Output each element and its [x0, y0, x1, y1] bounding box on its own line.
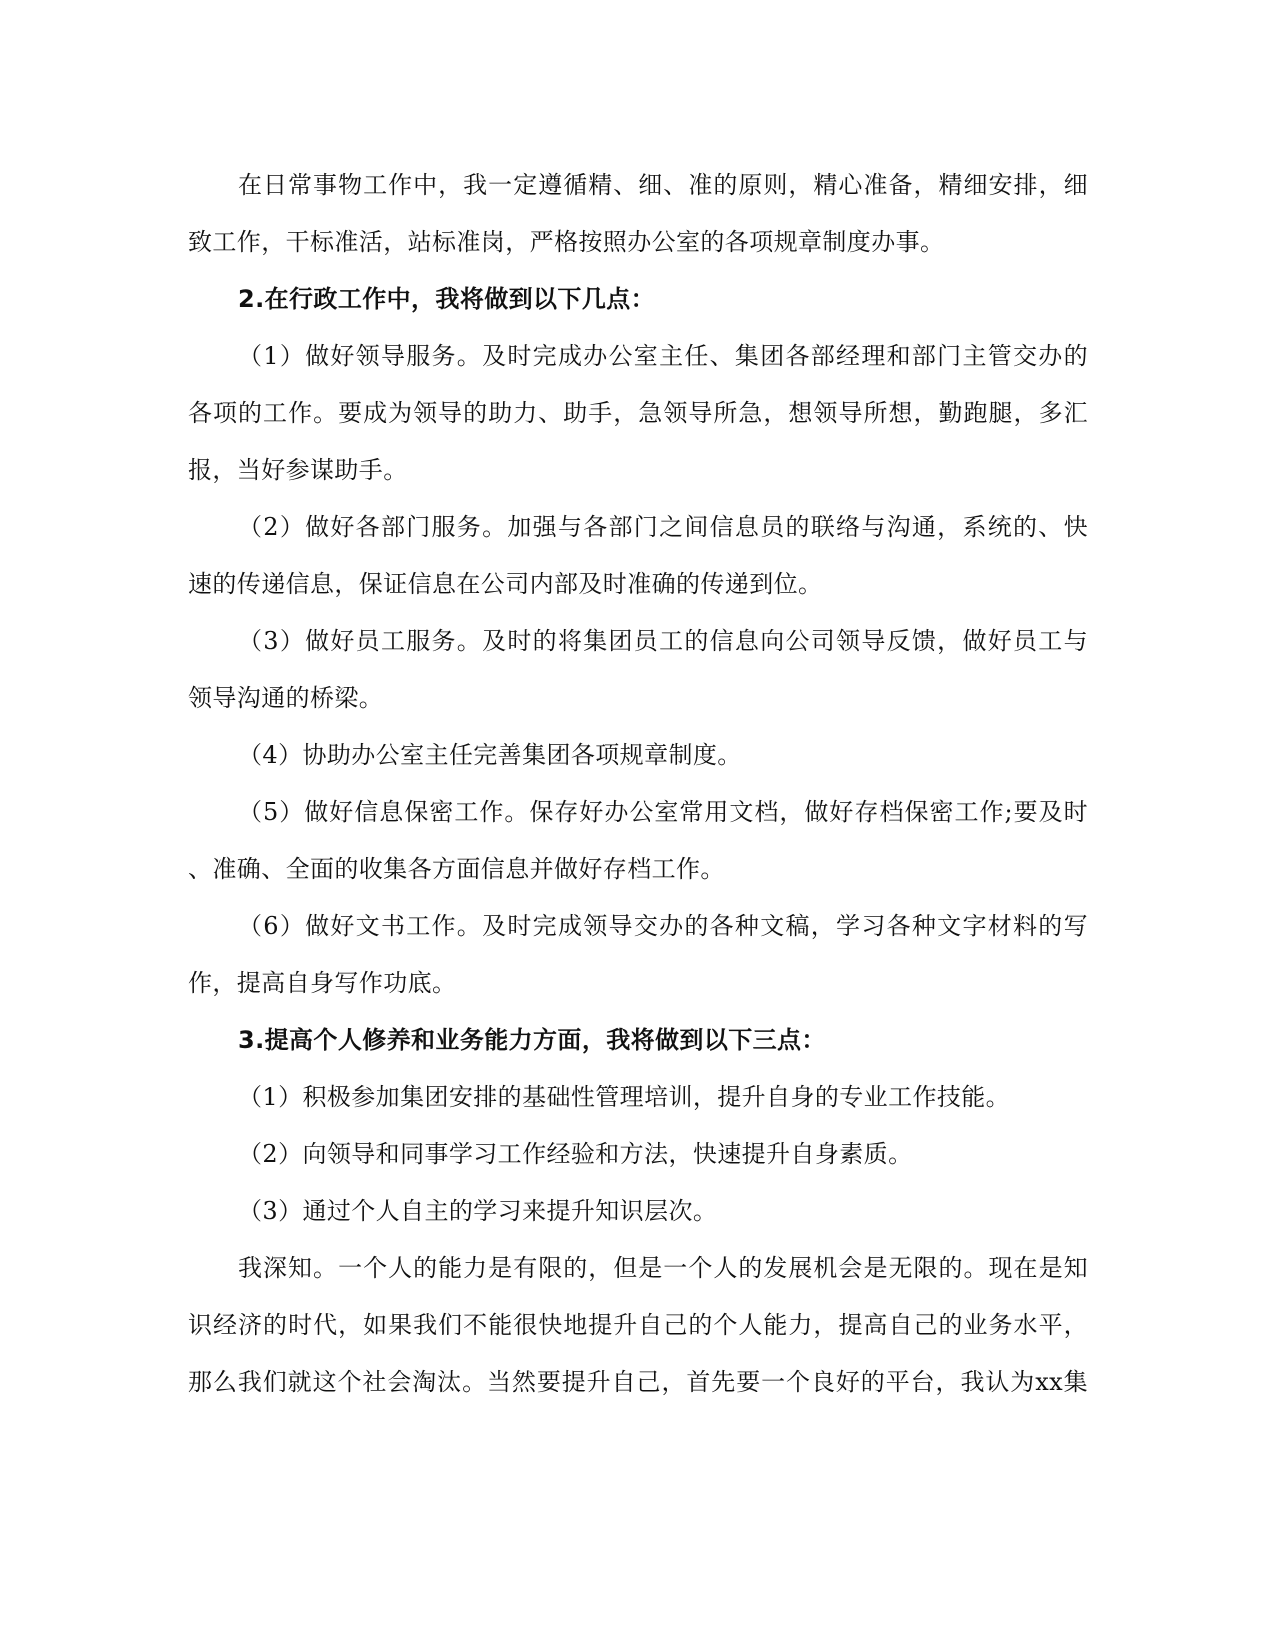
list-item-line: （1）做好领导服务。及时完成办公室主任、集团各部经理和部门主管交办的	[238, 342, 1088, 370]
section-heading: 3.提高个人修养和业务能力方面，我将做到以下三点：	[238, 1026, 826, 1054]
paragraph-line: 致工作，干标准活，站标准岗，严格按照办公室的各项规章制度办事。	[188, 228, 945, 256]
list-item-line: （6）做好文书工作。及时完成领导交办的各种文稿，学习各种文字材料的写	[238, 912, 1088, 940]
list-item-line: 报，当好参谋助手。	[188, 456, 408, 484]
list-item-line: 作，提高自身写作功底。	[188, 969, 457, 997]
list-item-line: 领导沟通的桥梁。	[188, 684, 384, 712]
list-item-line: （3）通过个人自主的学习来提升知识层次。	[238, 1197, 718, 1225]
list-item-line: （4）协助办公室主任完善集团各项规章制度。	[238, 741, 742, 769]
paragraph-line: 在日常事物工作中，我一定遵循精、细、准的原则，精心准备，精细安排，细	[238, 171, 1088, 199]
paragraph-line: 识经济的时代，如果我们不能很快地提升自己的个人能力，提高自己的业务水平，	[188, 1311, 1088, 1339]
list-item-line: （1）积极参加集团安排的基础性管理培训，提升自身的专业工作技能。	[238, 1083, 1011, 1111]
list-item-line: （2）做好各部门服务。加强与各部门之间信息员的联络与沟通，系统的、快	[238, 513, 1088, 541]
list-item-line: 速的传递信息，保证信息在公司内部及时准确的传递到位。	[188, 570, 823, 598]
paragraph-line: 那么我们就这个社会淘汰。当然要提升自己，首先要一个良好的平台，我认为xx集	[188, 1368, 1088, 1396]
list-item-line: （3）做好员工服务。及时的将集团员工的信息向公司领导反馈，做好员工与	[238, 627, 1088, 655]
section-heading: 2.在行政工作中，我将做到以下几点：	[238, 285, 656, 313]
paragraph-line: 我深知。一个人的能力是有限的，但是一个人的发展机会是无限的。现在是知	[238, 1254, 1088, 1282]
list-item-line: 各项的工作。要成为领导的助力、助手，急领导所急，想领导所想，勤跑腿，多汇	[188, 399, 1088, 427]
list-item-line: 、准确、全面的收集各方面信息并做好存档工作。	[188, 855, 725, 883]
list-item-line: （2）向领导和同事学习工作经验和方法，快速提升自身素质。	[238, 1140, 913, 1168]
list-item-line: （5）做好信息保密工作。保存好办公室常用文档，做好存档保密工作;要及时	[238, 798, 1088, 826]
